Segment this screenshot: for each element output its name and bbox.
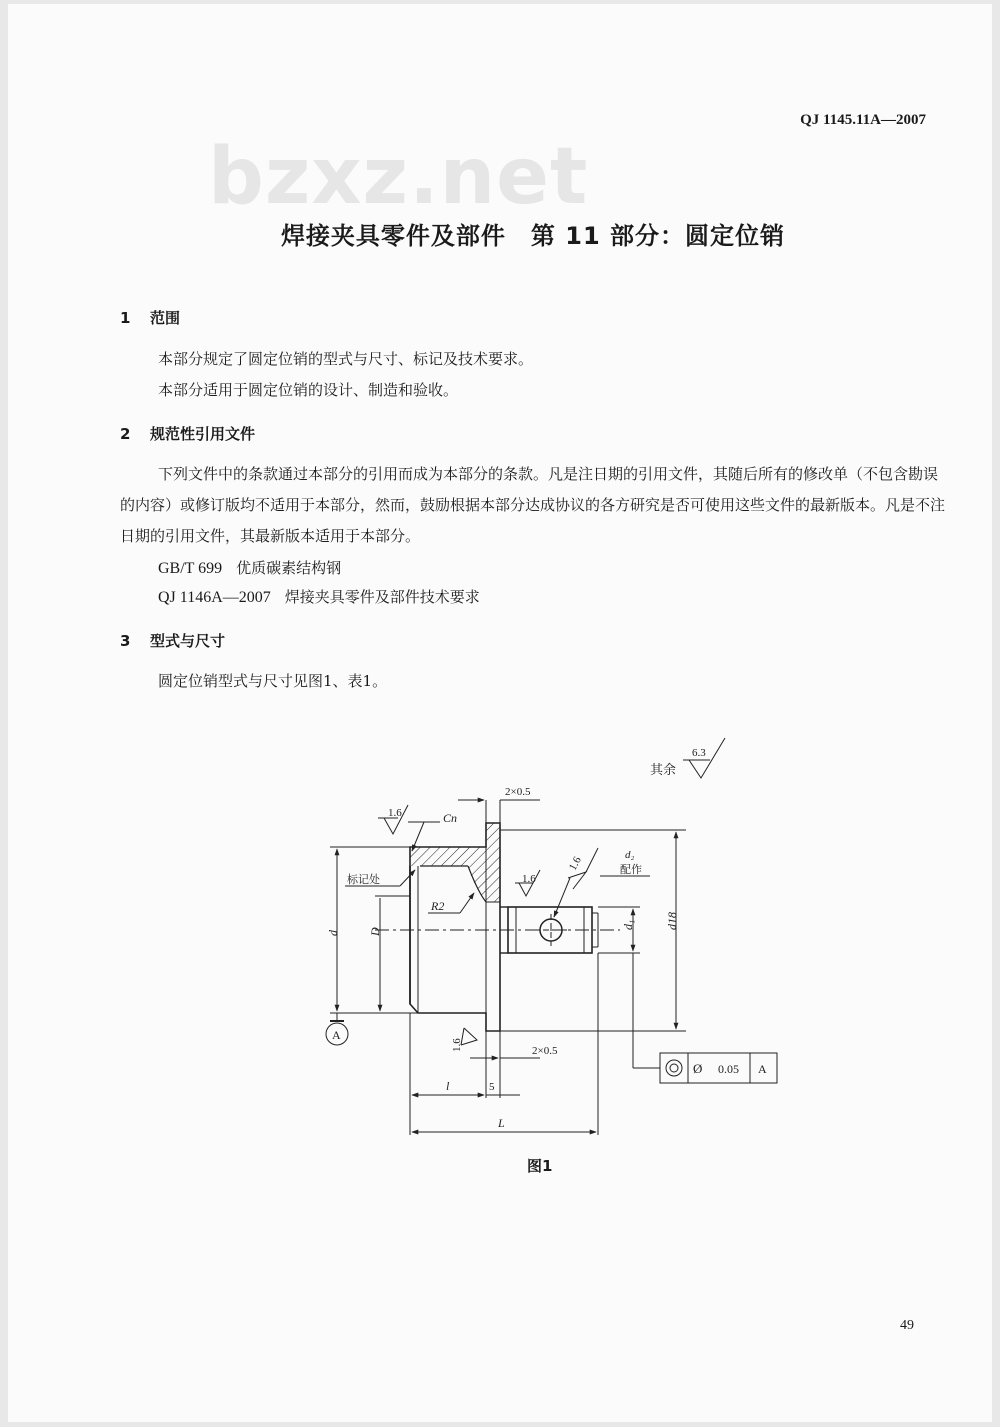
paragraph: 本部分适用于圆定位销的设计、制造和验收。 [158, 381, 459, 399]
match-label: 配作 [620, 864, 642, 876]
roughness-label: 1.6 [388, 807, 402, 819]
reference-title: 优质碳素结构钢 [236, 559, 342, 577]
tolerance-datum: A [758, 1062, 767, 1076]
datum-label: A [332, 1028, 341, 1042]
dimension-l-label: l [446, 1079, 450, 1093]
mark-position-label: 标记处 [347, 874, 380, 886]
section-title: 型式与尺寸 [150, 632, 226, 650]
paragraph: 圆定位销型式与尺寸见图1、表1。 [158, 672, 388, 690]
section-number: 1 [120, 309, 131, 327]
dimension-5-label: 5 [489, 1081, 495, 1093]
section-number: 3 [120, 632, 131, 650]
figure-caption: 图1 [527, 1157, 553, 1175]
reference-code: QJ 1146A—2007 [158, 589, 271, 606]
section-title: 规范性引用文件 [150, 425, 256, 443]
dimension-d-label: d [326, 930, 340, 936]
reference-title: 焊接夹具零件及部件技术要求 [284, 588, 480, 606]
paragraph: 下列文件中的条款通过本部分的引用而成为本部分的条款。凡是注日期的引用文件，其随后所有的修改单（不包含勘误的内容）或修订版均不适用于本部分，然而，鼓励根据本部分达成协议的各方研究是否可使用这些文件的最新版本。凡是不注日期的引用文件，其最新版本适用于本部分。 [120, 465, 946, 545]
roughness-label: 6.3 [692, 747, 706, 759]
dimension-d18-label: d18 [665, 912, 679, 930]
roughness-label: 1.6 [451, 1038, 463, 1052]
section-title: 范围 [150, 309, 181, 327]
chamfer-label: 2×0.5 [505, 786, 531, 798]
section-number: 2 [120, 425, 131, 443]
tolerance-phi: Ø [693, 1061, 703, 1076]
dimension-d1-label: d₁ [621, 919, 635, 930]
r2-label: R2 [431, 899, 445, 913]
watermark: bzxz.net [208, 132, 589, 222]
rest-roughness-label: 其余 [650, 762, 677, 777]
d2-label: d₂ [625, 849, 635, 861]
dimension-L-label: L [498, 1116, 505, 1130]
page-number: 49 [900, 1318, 914, 1333]
page-title: 焊接夹具零件及部件 第 11 部分：圆定位销 [280, 222, 786, 250]
standard-code: QJ 1145.11A—2007 [800, 112, 926, 128]
tolerance-value: 0.05 [718, 1062, 739, 1076]
roughness-label: 1.6 [522, 873, 536, 885]
cn-label: Cn [443, 811, 458, 825]
paragraph: 本部分规定了圆定位销的型式与尺寸、标记及技术要求。 [158, 350, 534, 368]
roughness-label: 1.6 [566, 854, 584, 873]
dimension-D-label: D [368, 927, 382, 936]
chamfer-label: 2×0.5 [532, 1045, 558, 1057]
reference-code: GB/T 699 [158, 560, 223, 577]
